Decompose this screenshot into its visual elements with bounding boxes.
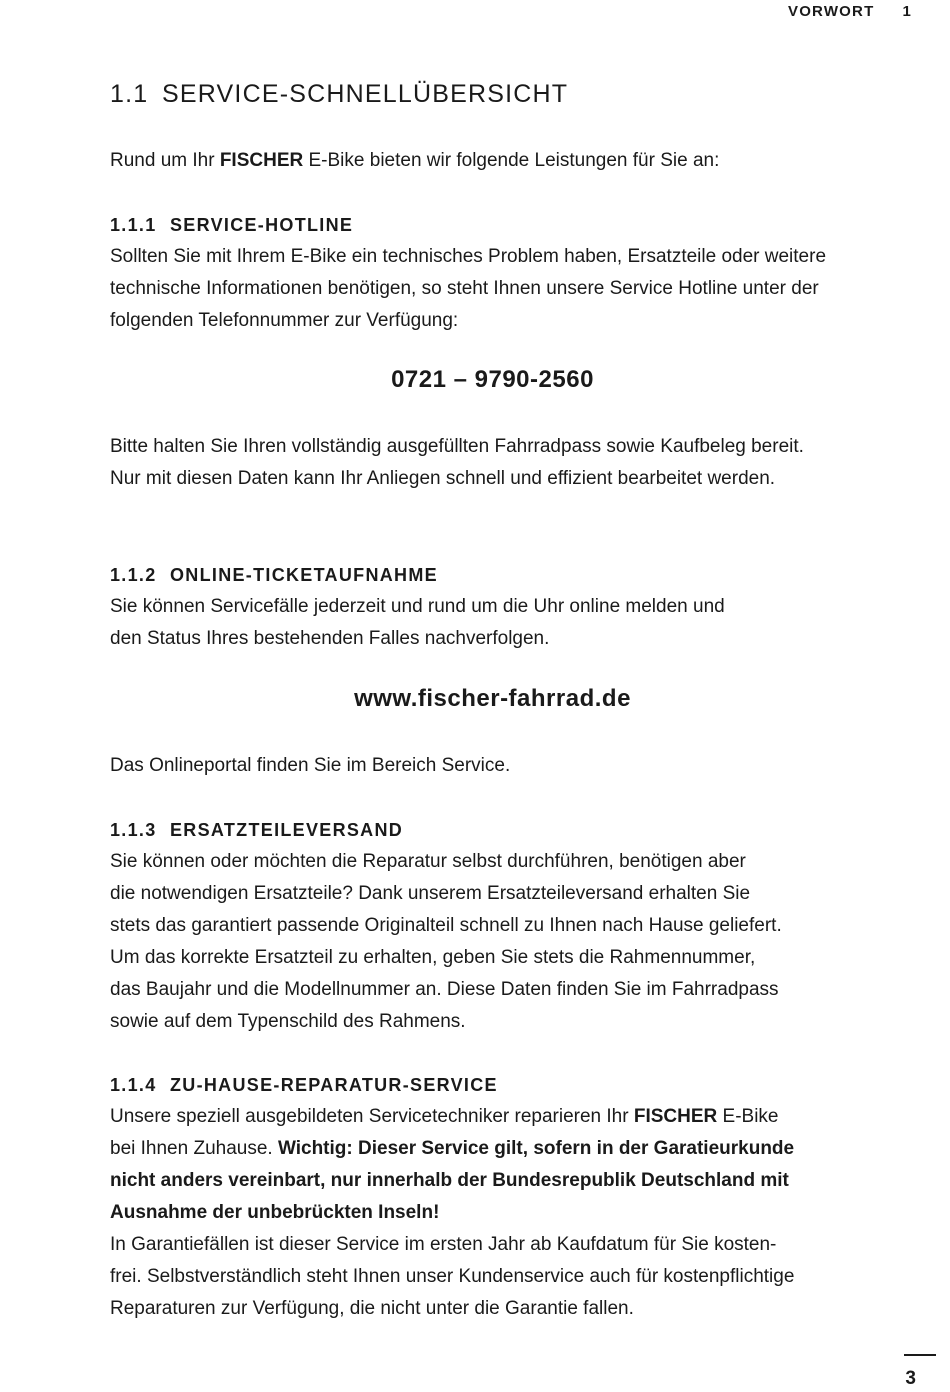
spareparts-line: Um das korrekte Ersatzteil zu erhalten, geben Sie stets die Rahmennummer, [110,947,756,968]
section-number: 1.1 [110,80,149,108]
hotline-section [110,209,900,337]
hotline-note [110,431,900,495]
ticket-section [110,559,900,655]
section-title-text: SERVICE-SCHNELLÜBERSICHT [162,80,569,108]
spareparts-line: stets das garantiert passende Originalteil schnell zu Ihnen nach Hause geliefert. [110,915,782,936]
home-repair-line: Unsere speziell ausgebildeten Servicetechniker reparieren Ihr FISCHER E-Bike [110,1106,779,1127]
ticket-line: den Status Ihres bestehenden Falles nachverfolgen. [110,628,550,649]
important-note-line: Ausnahme der unbebrückten Inseln! [110,1202,440,1223]
running-header [788,3,912,20]
ticket-heading: 1.1.2 ONLINE-TICKETAUFNAHME [110,565,438,585]
spareparts-line: sowie auf dem Typenschild des Rahmens. [110,1011,466,1032]
spareparts-line: das Baujahr und die Modellnummer an. Diese Daten finden Sie im Fahrradpass [110,979,779,1000]
spareparts-heading: 1.1.3 ERSATZTEILEVERSAND [110,820,404,840]
chapter-number: 1 [902,3,912,20]
brand-name: FISCHER [633,1106,718,1127]
page-number: 3 [905,1368,916,1389]
spareparts-line: Sie können oder möchten die Reparatur selbst durchführen, benötigen aber [110,851,746,872]
spareparts-section [110,814,900,1038]
hotline-line: technische Informationen benötigen, so steht Ihnen unsere Service Hotline unter der [110,278,819,299]
home-repair-heading: 1.1.4 ZU-HAUSE-REPARATUR-SERVICE [110,1075,498,1095]
important-note: Wichtig: Dieser Service gilt, sofern in der Garatieurkunde [277,1138,795,1159]
ticket-after: Das Onlineportal finden Sie im Bereich Service. [110,755,511,776]
home-repair-line: Reparaturen zur Verfügung, die nicht unter die Garantie fallen. [110,1298,634,1319]
hotline-phone-number: 0721 – 9790-2560 [391,366,594,393]
section-title [110,80,568,109]
intro-paragraph: Rund um Ihr FISCHER E-Bike bieten wir folgende Leistungen für Sie an: [110,150,720,171]
chapter-title: VORWORT [787,3,875,20]
website-url[interactable]: www.fischer-fahrrad.de [354,685,631,712]
home-repair-line: In Garantiefällen ist dieser Service im ersten Jahr ab Kaufdatum für Sie kosten- [110,1234,777,1255]
home-repair-line: bei Ihnen Zuhause. Wichtig: Dieser Service gilt, sofern in der Garatieurkunde [110,1138,795,1159]
home-repair-section [110,1069,900,1325]
hotline-line: Sollten Sie mit Ihrem E-Bike ein technisches Problem haben, Ersatzteile oder weitere [110,246,827,267]
hotline-heading: 1.1.1 SERVICE-HOTLINE [110,215,354,235]
brand-name: FISCHER [219,150,304,171]
spareparts-line: die notwendigen Ersatzteile? Dank unserem Ersatzteileversand erhalten Sie [110,883,751,904]
hotline-note-line: Bitte halten Sie Ihren vollständig ausgefüllten Fahrradpass sowie Kaufbeleg bereit. [110,436,804,457]
hotline-note-line: Nur mit diesen Daten kann Ihr Anliegen schnell und effizient bearbeitet werden. [110,468,776,489]
home-repair-line: frei. Selbstverständlich steht Ihnen unser Kundenservice auch für kostenpflichtige [110,1266,795,1287]
ticket-line: Sie können Servicefälle jederzeit und rund um die Uhr online melden und [110,596,725,617]
important-note-line: nicht anders vereinbart, nur innerhalb der Bundesrepublik Deutschland mit [110,1170,789,1191]
page-number-rule [904,1354,936,1356]
hotline-line: folgenden Telefonnummer zur Verfügung: [110,310,459,331]
